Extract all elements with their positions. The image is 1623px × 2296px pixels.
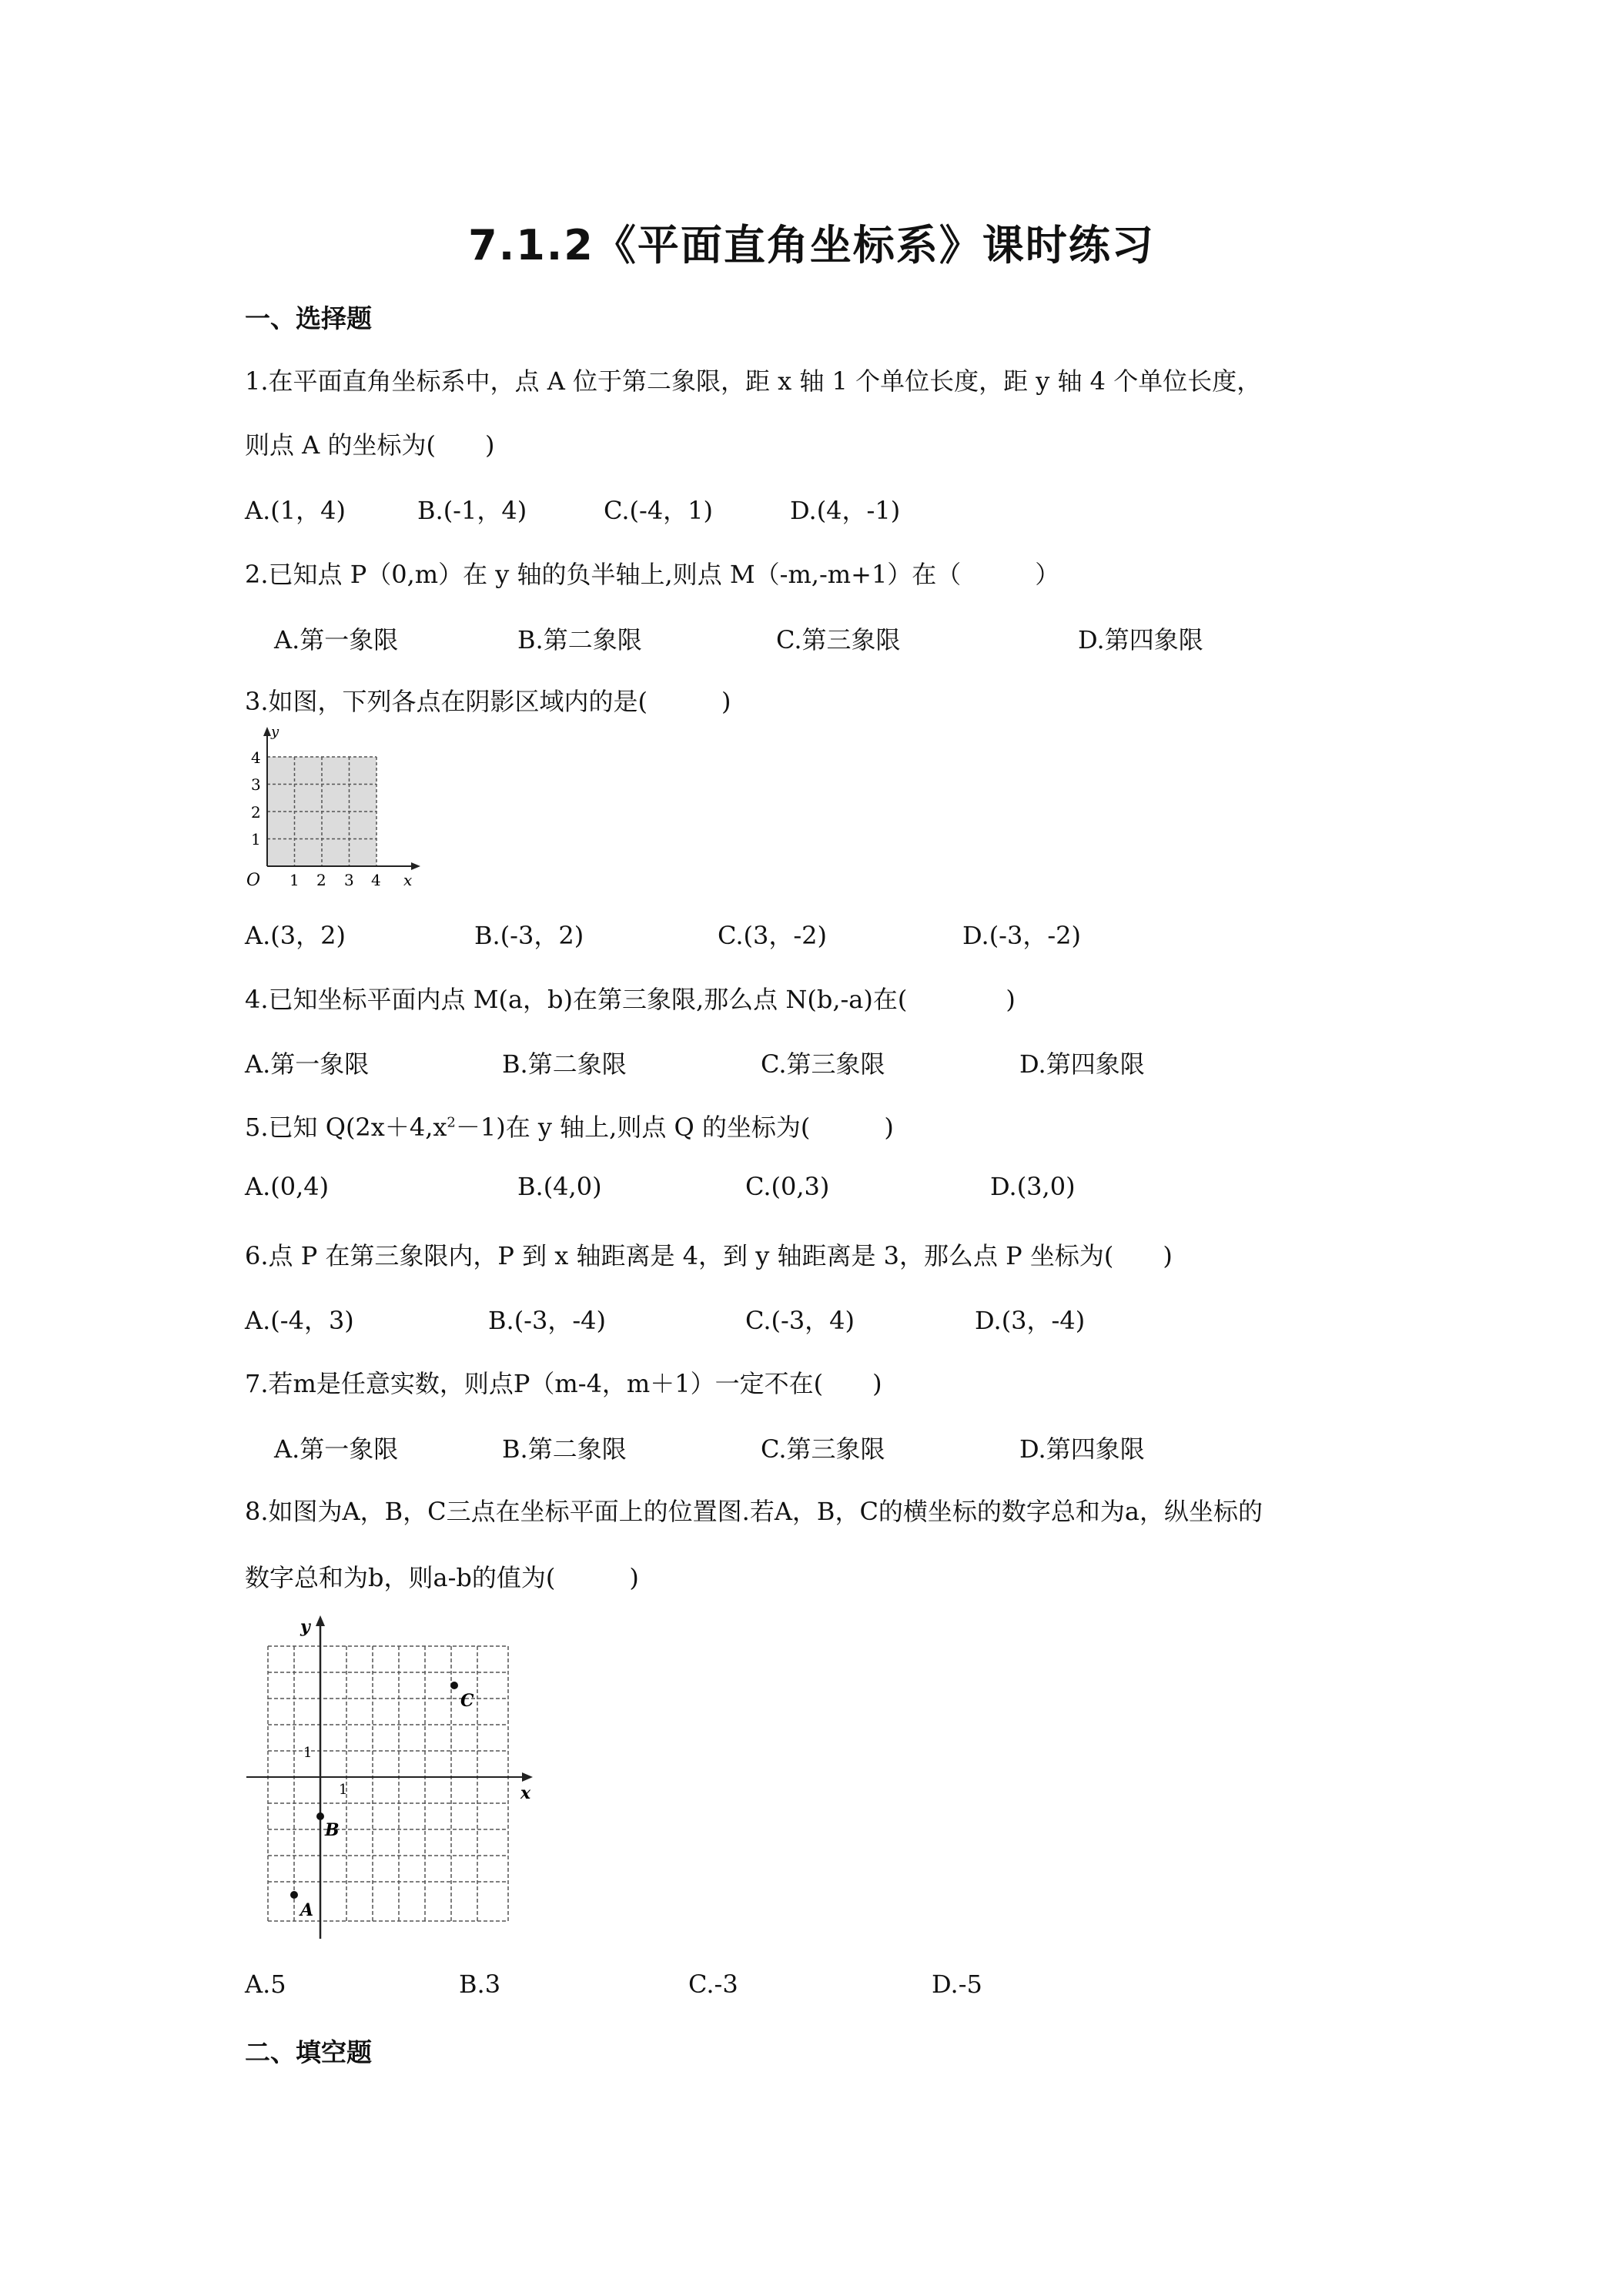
q8-x-tick-1: 1 bbox=[339, 1782, 348, 1798]
q4-text-line1: 4.已知坐标平面内点 M(a，b)在第三象限,那么点 N(b,-a)在( ) bbox=[245, 985, 1016, 1014]
q5-option-c: C.(0,3) bbox=[745, 1172, 830, 1201]
q2-text-line1: 2.已知点 P（0,m）在 y 轴的负半轴上,则点 M（-m,-m+1）在（ ） bbox=[245, 560, 1060, 589]
q5-text-pre: 5.已知 Q(2x＋4,x bbox=[245, 1113, 447, 1142]
q3-y-tick-1: 1 bbox=[251, 830, 261, 848]
q7-text-line1: 7.若m是任意实数，则点P（m-4，m＋1）一定不在( ) bbox=[245, 1369, 882, 1398]
q4-option-d: D.第四象限 bbox=[1019, 1049, 1145, 1079]
q3-option-a: A.(3，2) bbox=[245, 921, 346, 950]
q2-option-d: D.第四象限 bbox=[1078, 625, 1203, 654]
q2-option-a: A.第一象限 bbox=[274, 625, 399, 654]
q8-y-tick-1: 1 bbox=[303, 1745, 313, 1761]
q3-option-b: B.(-3，2) bbox=[474, 921, 584, 950]
q8-grid bbox=[268, 1646, 508, 1921]
q3-option-d: D.(-3，-2) bbox=[962, 921, 1082, 950]
q3-option-c: C.(3，-2) bbox=[718, 921, 828, 950]
q2-option-c: C.第三象限 bbox=[776, 625, 901, 654]
q7-option-d: D.第四象限 bbox=[1019, 1434, 1145, 1464]
q5-option-d: D.(3,0) bbox=[990, 1172, 1076, 1201]
q6-option-b: B.(-3，-4) bbox=[488, 1306, 607, 1335]
q6-option-d: D.(3，-4) bbox=[975, 1306, 1086, 1335]
q3-x-tick-4: 4 bbox=[371, 871, 381, 889]
q3-figure bbox=[240, 722, 425, 899]
q2-option-b: B.第二象限 bbox=[517, 625, 642, 654]
q8-option-d: D.-5 bbox=[932, 1970, 982, 1999]
q1-option-d: D.(4，-1) bbox=[790, 496, 901, 525]
q4-option-b: B.第二象限 bbox=[502, 1049, 627, 1079]
q3-x-tick-3: 3 bbox=[344, 871, 354, 889]
q5-option-b: B.(4,0) bbox=[517, 1172, 602, 1201]
q1-option-c: C.(-4，1) bbox=[604, 496, 714, 525]
q3-y-tick-3: 3 bbox=[251, 775, 261, 794]
q8-x-label: x bbox=[520, 1783, 531, 1803]
q6-option-c: C.(-3，4) bbox=[745, 1306, 855, 1335]
q8-y-label: y bbox=[300, 1617, 310, 1637]
q8-point-b bbox=[316, 1812, 324, 1820]
q7-option-b: B.第二象限 bbox=[502, 1434, 627, 1464]
q1-text-line2: 则点 A 的坐标为( ) bbox=[245, 430, 495, 460]
q8-text-line1: 8.如图为A，B，C三点在坐标平面上的位置图.若A，B，C的横坐标的数字总和为a，纵坐标的 bbox=[245, 1497, 1263, 1526]
q3-y-label: y bbox=[271, 724, 279, 740]
q8-option-c: C.-3 bbox=[688, 1970, 738, 1999]
q8-point-a-label: A bbox=[300, 1900, 314, 1920]
q1-option-b: B.(-1，4) bbox=[417, 496, 527, 525]
q4-option-a: A.第一象限 bbox=[245, 1049, 370, 1079]
q5-option-a: A.(0,4) bbox=[245, 1172, 330, 1201]
q1-option-a: A.(1，4) bbox=[245, 496, 346, 525]
page-title: 7.1.2《平面直角坐标系》课时练习 bbox=[468, 221, 1155, 269]
section-choice-heading: 一、选择题 bbox=[245, 303, 372, 333]
q3-y-tick-2: 2 bbox=[251, 803, 261, 822]
q3-x-tick-1: 1 bbox=[289, 871, 300, 889]
q5-text-post: －1)在 y 轴上,则点 Q 的坐标为( ) bbox=[455, 1113, 894, 1142]
q3-y-arrow-icon bbox=[263, 727, 271, 736]
q6-text-line1: 6.点 P 在第三象限内，P 到 x 轴距离是 4，到 y 轴距离是 3，那么点 P 坐标为( ) bbox=[245, 1241, 1173, 1270]
q8-option-b: B.3 bbox=[459, 1970, 501, 1999]
q3-x-label: x bbox=[403, 871, 413, 889]
q3-y-tick-4: 4 bbox=[251, 748, 261, 767]
q4-option-c: C.第三象限 bbox=[761, 1049, 885, 1079]
q8-point-c bbox=[450, 1682, 458, 1689]
q8-x-arrow-icon bbox=[522, 1772, 533, 1782]
q5-text-superscript: 2 bbox=[447, 1114, 456, 1131]
q6-option-a: A.(-4，3) bbox=[245, 1306, 354, 1335]
q3-text-line1: 3.如图，下列各点在阴影区域内的是( ) bbox=[245, 687, 731, 716]
q3-origin-label: O bbox=[246, 871, 261, 890]
q8-point-a bbox=[290, 1891, 298, 1899]
q8-text-line2: 数字总和为b，则a-b的值为( ) bbox=[245, 1563, 639, 1592]
q8-figure bbox=[240, 1609, 540, 1940]
q3-x-tick-2: 2 bbox=[316, 871, 326, 889]
q7-option-a: A.第一象限 bbox=[274, 1434, 399, 1464]
section-fill-heading: 二、填空题 bbox=[245, 2037, 372, 2067]
q8-option-a: A.5 bbox=[245, 1970, 286, 1999]
q5-text-line1 bbox=[245, 1108, 894, 1143]
q8-y-arrow-icon bbox=[316, 1615, 325, 1626]
q1-text-line1: 1.在平面直角坐标系中，点 A 位于第二象限，距 x 轴 1 个单位长度，距 y 轴 4 个单位长度， bbox=[245, 366, 1262, 396]
q8-point-c-label: C bbox=[460, 1691, 474, 1711]
q7-option-c: C.第三象限 bbox=[761, 1434, 885, 1464]
q3-x-arrow-icon bbox=[411, 862, 420, 870]
q8-point-b-label: B bbox=[325, 1820, 340, 1840]
